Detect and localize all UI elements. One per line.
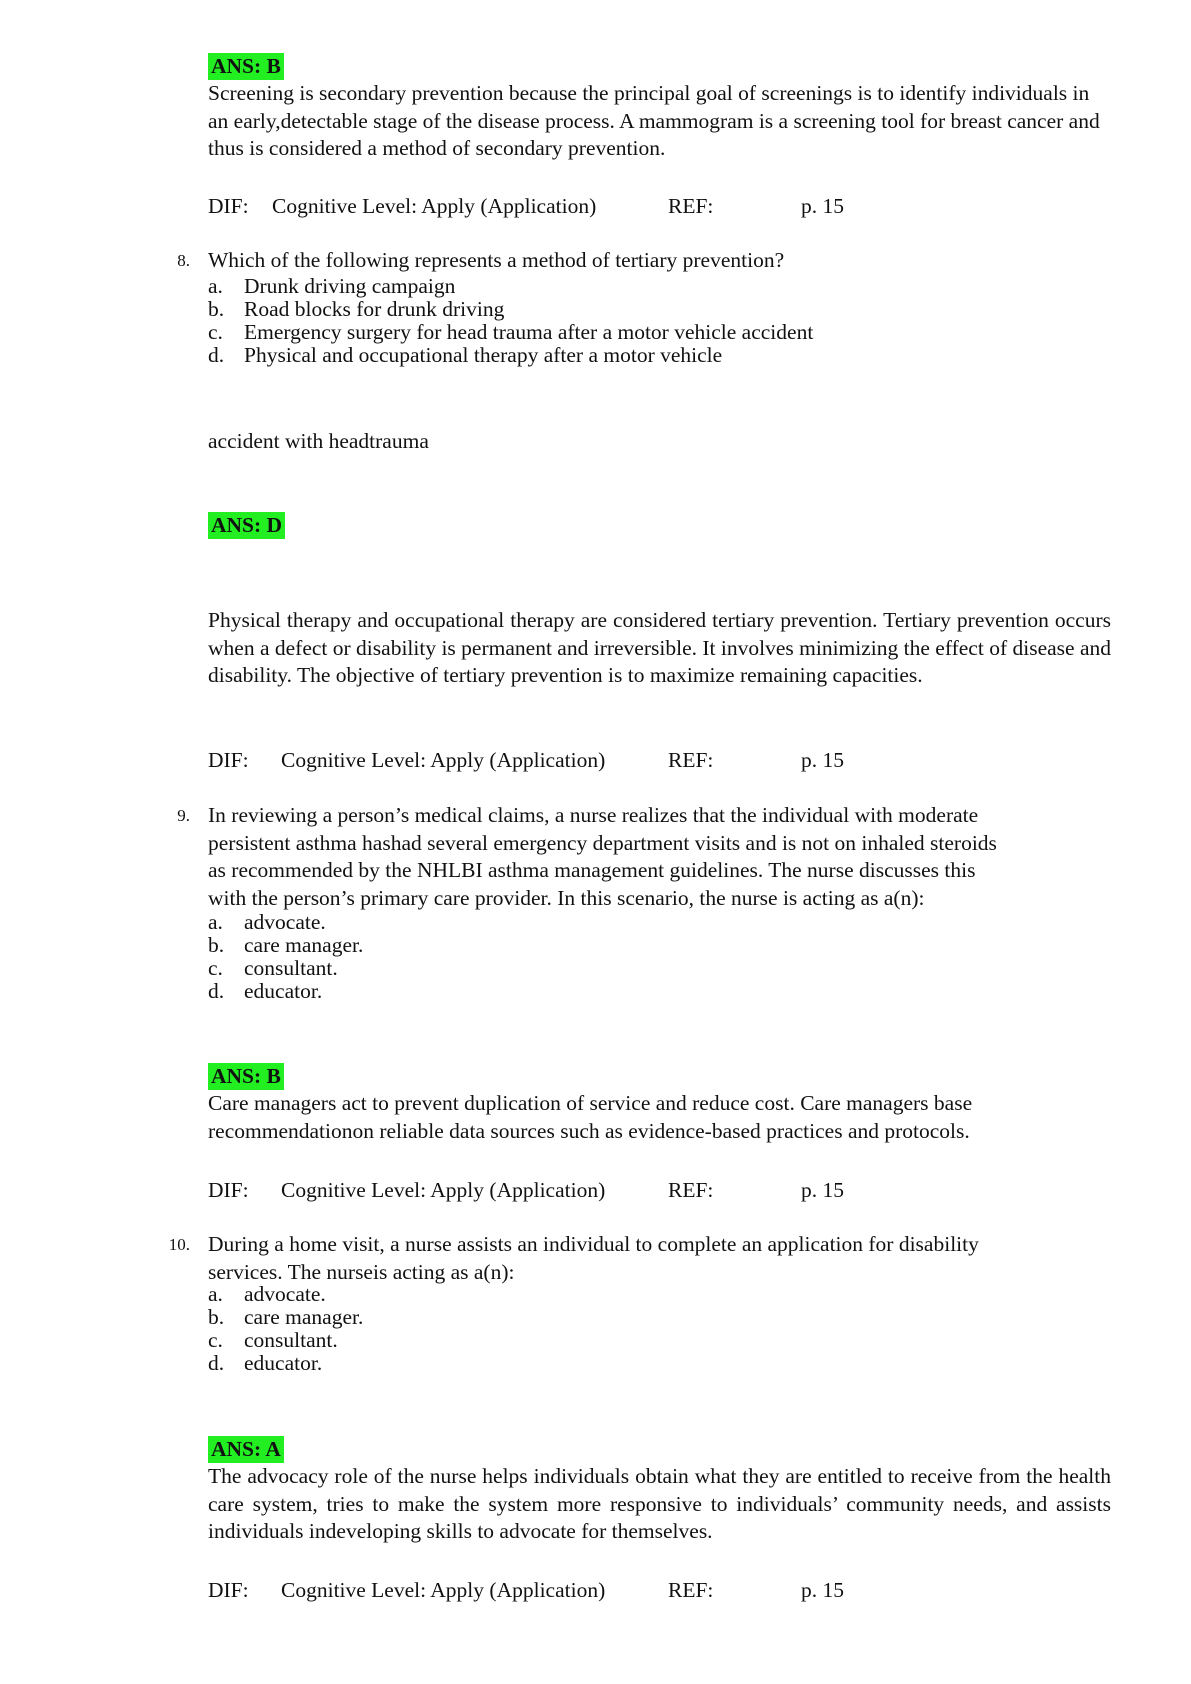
question-number: 10. — [168, 1235, 190, 1254]
question-text: In reviewing a person’s medical claims, a nurse realizes that the individual with moderate persistent asthma hashad several emergency department visits and is not on inhaled steroids as recommended by the NHLBI asthma management guidelines. The nurse discusses this with the person’s primary care provider. In this scenario, the nurse is acting as a(n): — [208, 803, 997, 910]
answer-badge: ANS: A — [208, 1436, 284, 1463]
ref-value: p. 15 — [801, 194, 844, 218]
option-c: c. Emergency surgery for head trauma after a motor vehicle accident — [208, 320, 814, 344]
option-a: a. Drunk driving campaign — [208, 274, 456, 298]
ref-value: p. 15 — [801, 1578, 844, 1602]
option-d: d. educator. — [208, 1351, 323, 1375]
option-d: d. Physical and occupational therapy after a motor vehicle — [208, 343, 723, 367]
ref-label: REF: — [668, 194, 714, 218]
option-a: a. advocate. — [208, 1282, 326, 1306]
dif-label: DIF: — [208, 194, 249, 218]
question-number: 9. — [177, 806, 190, 825]
dif-value: Cognitive Level: Apply (Application) — [281, 1578, 606, 1602]
answer-badge: ANS: B — [208, 53, 284, 80]
option-c: c. consultant. — [208, 956, 338, 980]
dif-ref-line — [208, 1177, 844, 1204]
ref-value: p. 15 — [801, 1178, 844, 1202]
rationale-text: Physical therapy and occupational therapy are considered tertiary prevention. Tertiary prevention occurs when a defect or disability is permanent and irreversible. It involves minimizing the effect of disease and disability. The objective of tertiary prevention is to maximize remaining capacities. — [208, 608, 1111, 687]
option-b: b. care manager. — [208, 1305, 364, 1329]
option-continuation: accident with headtrauma — [208, 429, 429, 453]
dif-value: Cognitive Level: Apply (Application) — [281, 1178, 606, 1202]
rationale-text: Care managers act to prevent duplication of service and reduce cost. Care managers base recommendationon reliable data sources such as evidence-based practices and protocols. — [208, 1091, 973, 1143]
option-list — [208, 275, 813, 367]
ref-label: REF: — [668, 1178, 714, 1202]
ref-label: REF: — [668, 1578, 714, 1602]
answer-badge: ANS: B — [208, 1063, 284, 1090]
option-list — [208, 911, 363, 1003]
dif-ref-line — [208, 1577, 844, 1604]
dif-ref-line — [208, 193, 844, 220]
dif-label: DIF: — [208, 748, 249, 772]
option-d: d. educator. — [208, 979, 323, 1003]
question-number: 8. — [177, 251, 190, 270]
question-text: During a home visit, a nurse assists an individual to complete an application for disability services. The nurseis acting as a(n): — [208, 1232, 979, 1284]
ref-label: REF: — [668, 748, 714, 772]
dif-value: Cognitive Level: Apply (Application) — [281, 748, 606, 772]
ref-value: p. 15 — [801, 748, 844, 772]
option-b: b. Road blocks for drunk driving — [208, 297, 505, 321]
dif-value: Cognitive Level: Apply (Application) — [272, 194, 597, 218]
rationale-text: The advocacy role of the nurse helps individuals obtain what they are entitled to receive from the health care system, tries to make the system more responsive to individuals’ community needs, and assists individuals indeveloping skills to advocate for themselves. — [208, 1464, 1111, 1543]
option-b: b. care manager. — [208, 933, 364, 957]
option-list — [208, 1283, 363, 1375]
option-a: a. advocate. — [208, 910, 326, 934]
question-text: Which of the following represents a method of tertiary prevention? — [208, 248, 785, 272]
rationale-text: Screening is secondary prevention because the principal goal of screenings is to identify individuals in an early,detectable stage of the disease process. A mammogram is a screening tool for breast cancer and thus is considered a method of secondary prevention. — [208, 81, 1100, 160]
dif-ref-line — [208, 747, 844, 774]
dif-label: DIF: — [208, 1178, 249, 1202]
answer-badge: ANS: D — [208, 512, 285, 539]
dif-label: DIF: — [208, 1578, 249, 1602]
option-c: c. consultant. — [208, 1328, 338, 1352]
